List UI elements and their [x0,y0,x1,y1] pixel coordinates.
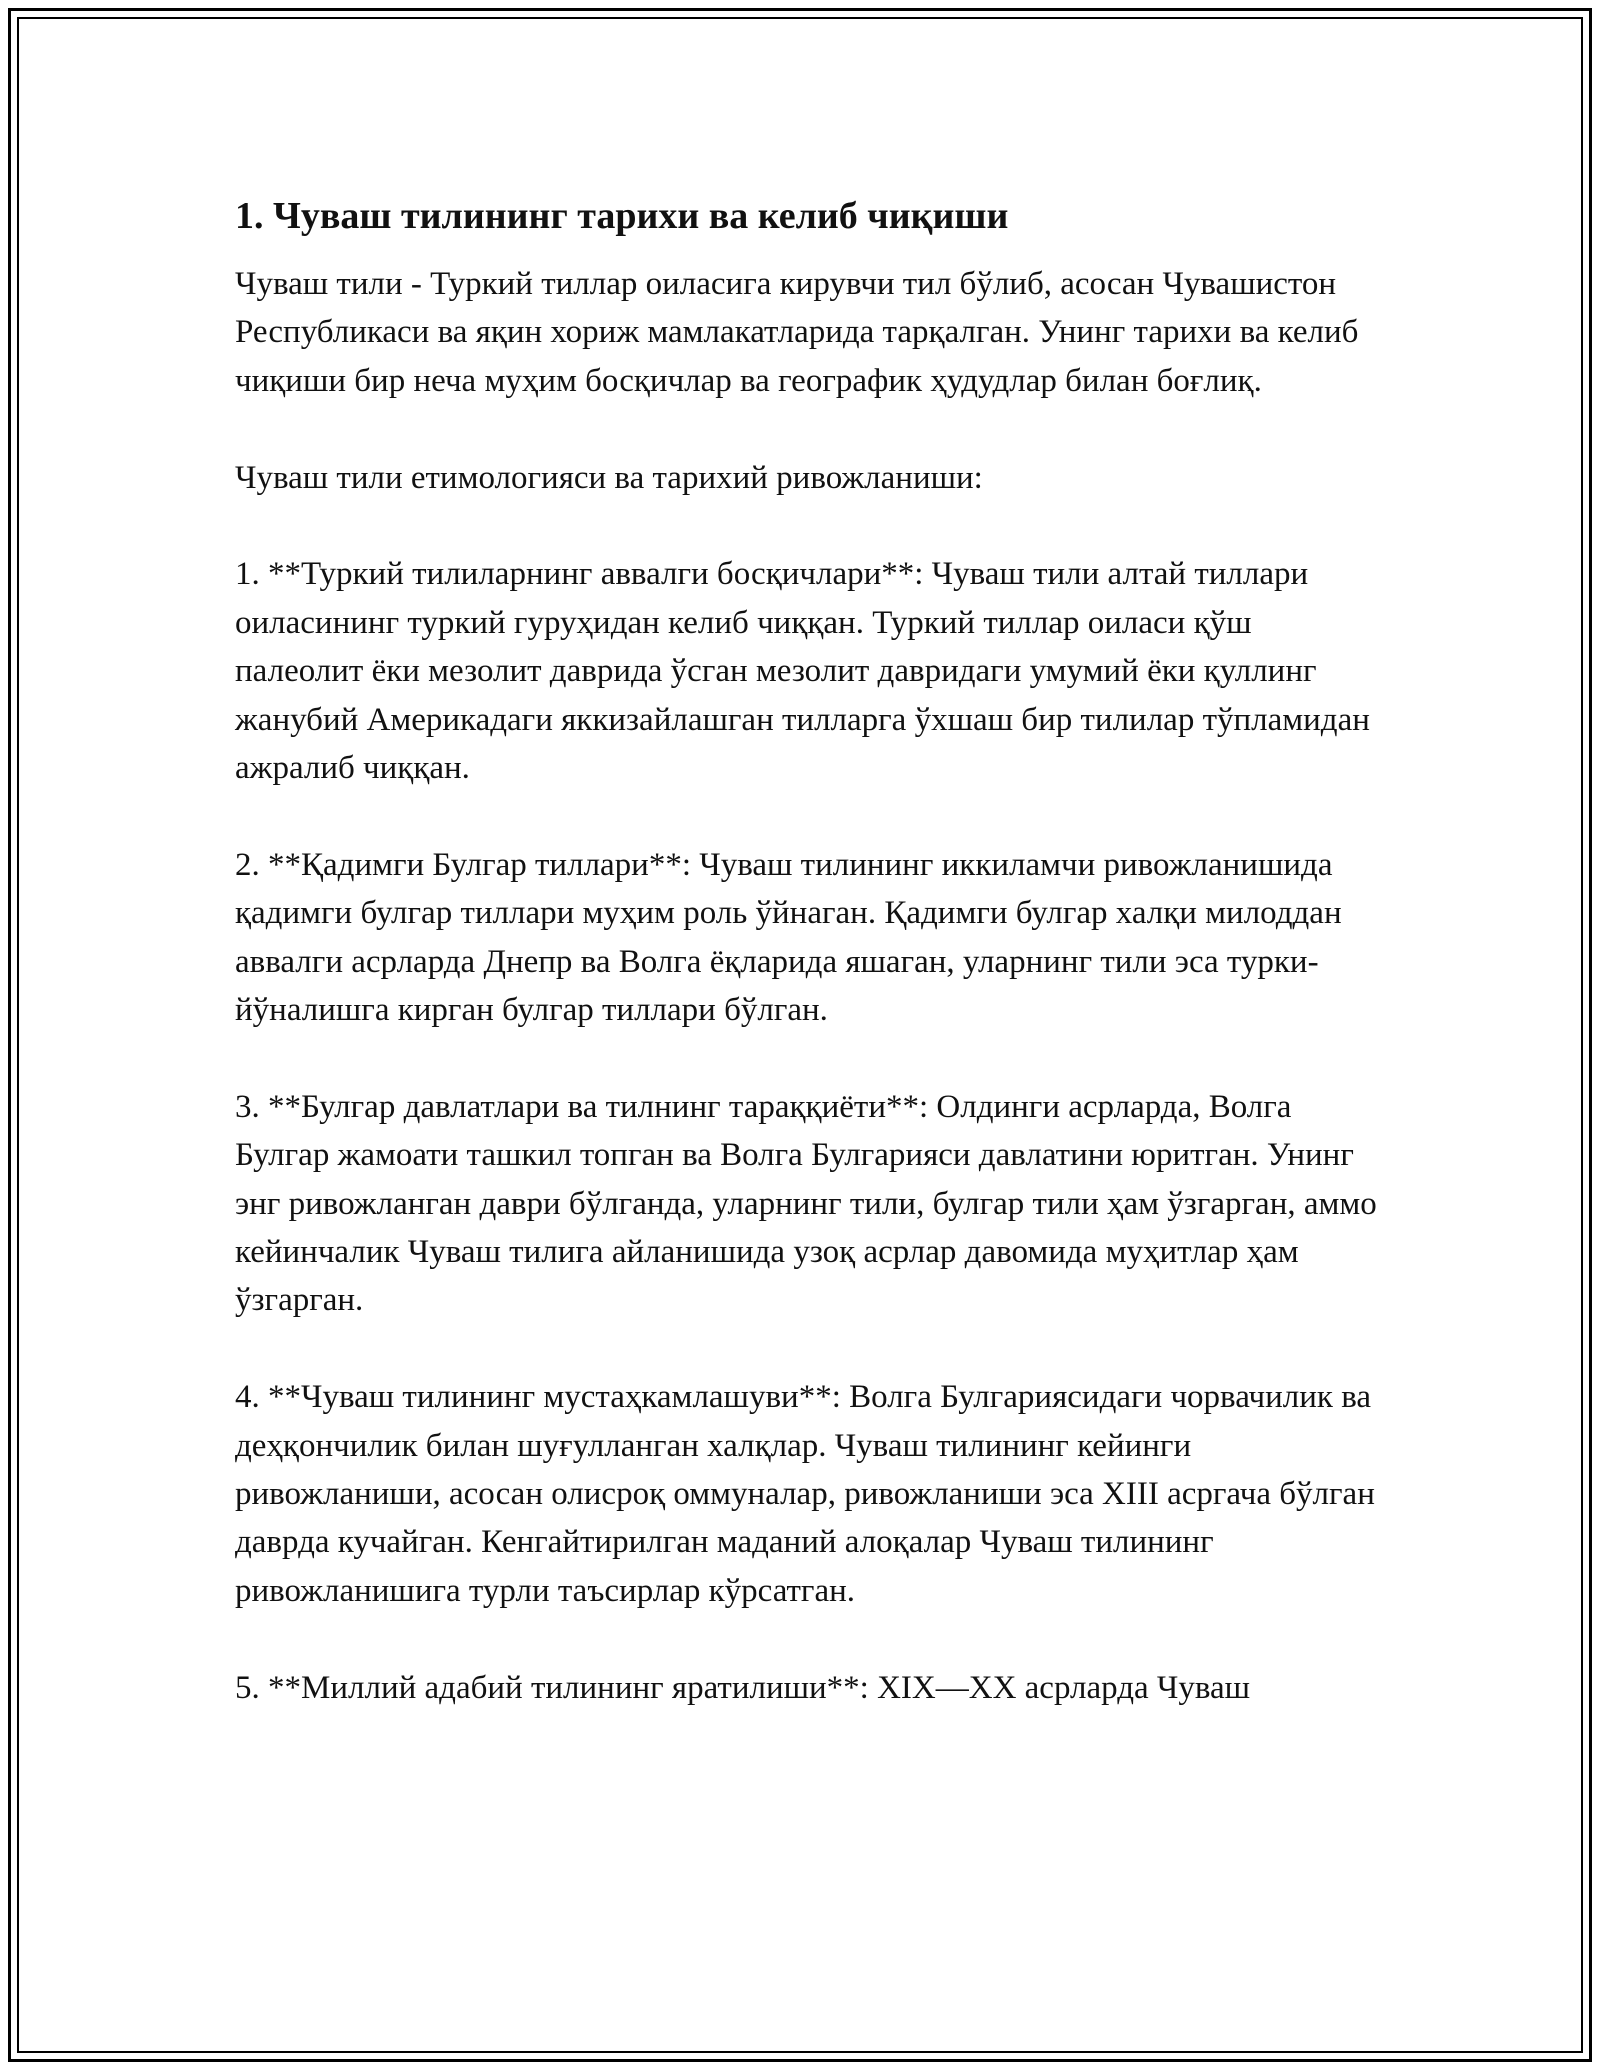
section-heading: 1. Чуваш тилининг тарихи ва келиб чиқиши [235,195,1009,237]
list-item-1: 1. **Туркий тилиларнинг аввалги босқичлари**: Чуваш тили алтай тиллари оиласининг туркий гуруҳидан келиб чиққан. Туркий тиллар оиласи қўш палеолит ёки мезолит даврида ўсган мезолит давридаги умумий ёки қуллинг жанубий Америкадаги яккизайлашган тилларга ўхшаш бир тилилар тўпламидан ажралиб чиққан. [235,556,1370,787]
list-item-2: 2. **Қадимги Булгар тиллари**: Чуваш тилининг иккиламчи ривожланишида қадимги булгар тиллари муҳим роль ўйнаган. Қадимги булгар халқи милоддан аввалги асрларда Днепр ва Волга ёқларида яшаган, уларнинг тили эса турки-йўналишга кирган булгар тиллари бўлган. [235,846,1342,1029]
list-item-3: 3. **Булгар давлатлари ва тилнинг тараққиёти**: Олдинги асрларда, Волга Булгар жамоати ташкил топган ва Волга Булгарияси давлатини юритган. Унинг энг ривожланган даври бўлганда, уларнинг тили, булгар тили ҳам ўзгарган, аммо кейинчалик Чуваш тилига айланишида узоқ асрлар давомида муҳитлар ҳам ўзгарган. [235,1088,1377,1319]
list-item-4: 4. **Чуваш тилининг мустаҳкамлашуви**: Волга Булгариясидаги чорвачилик ва деҳқончилик билан шуғулланган халқлар. Чуваш тилининг кейинги ривожланиши, асосан олисроқ оммуналар, ривожланиши эса XIII асргача бўлган даврда кучайган. Кенгайтирилган маданий алоқалар Чуваш тилининг ривожланишига турли таъсирлар кўрсатган. [235,1379,1375,1609]
list-item-5: 5. **Миллий адабий тилининг яратилиши**: XIX—XX асрларда Чуваш [235,1669,1251,1706]
paragraph-subheading: Чуваш тили етимологияси ва тарихий ривожланиши: [235,459,983,496]
paragraph-intro: Чуваш тили - Туркий тиллар оиласига кирувчи тил бўлиб, асосан Чувашистон Республикаси ва яқин хориж мамлакатларида тарқалган. Унинг тарихи ва келиб чиқиши бир неча муҳим босқичлар ва географик ҳудудлар билан боғлиқ. [235,266,1359,399]
document-body [235,180,1385,1760]
